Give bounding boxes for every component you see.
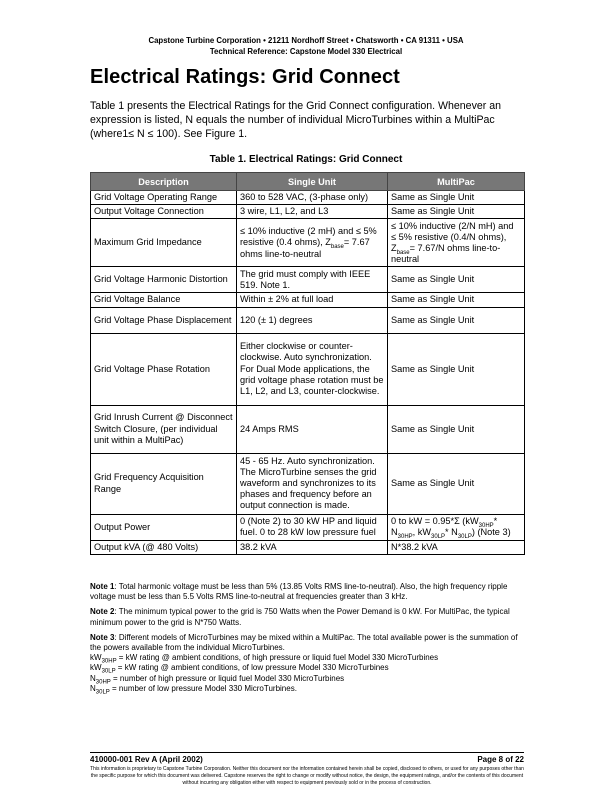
intro-paragraph: Table 1 presents the Electrical Ratings for the Grid Connect configuration. Whenever an expression is listed, N equals the number of individual MicroTurbines within a MultiPac (where1≤ N ≤ 100). See Figure 1. <box>90 100 502 140</box>
cell-description: Grid Inrush Current @ Disconnect Switch Closure, (per individual unit within a MultiPac) <box>91 405 237 453</box>
cell-multipac: 0 to kW = 0.95*Σ ($kW_{30HP}*$ $N_{30HP}$, $kW_{30LP}*$ $N_{30LP}$) (Note 3) <box>388 514 525 540</box>
header-address: Capstone Turbine Corporation • 21211 Nordhoff Street • Chatsworth • CA 91311 • USA <box>148 36 464 45</box>
cell-description: Grid Voltage Operating Range <box>91 191 237 205</box>
cell-multipac: Same as Single Unit <box>388 205 525 219</box>
cell-single-unit: 24 Amps RMS <box>237 405 388 453</box>
table-caption: Table 1. Electrical Ratings: Grid Connect <box>209 154 403 165</box>
cell-multipac: ≤ 10% inductive (2/N mH) and ≤ 5% resistive (0.4/N ohms), $Z_{base}= 7.67/N$ ohms line-to-neutral <box>388 219 525 267</box>
cell-description: Grid Voltage Phase Displacement <box>91 307 237 333</box>
cell-single-unit: Either clockwise or counter-clockwise. Auto synchronization. For Dual Mode applications, the grid voltage phase rotation must be L1, L2, and L3, counter-clockwise. <box>237 333 388 405</box>
footer-disclaimer: This information is proprietary to Capstone Turbine Corporation. Neither this document nor the information contained herein shall be copied, disclosed to others, or used for any purposes other than the specific purpose for which this document was delivered. Capstone reserves the right to change or modify without notice, the design, the equipment ratings, and/or the contents of this document without incurring any obligation either with respect to equipment previously sold or in the process of construction. <box>90 766 524 786</box>
document-id: 410000-001 Rev A (April 2002) <box>90 755 203 764</box>
definition-n30lp: $N_{30LP}$ = number of low pressure Model 330 MicroTurbines. <box>90 683 297 696</box>
cell-multipac: Same as Single Unit <box>388 293 525 307</box>
note-2 <box>90 607 528 627</box>
definition-kw30hp: $kW_{30HP}$ = kW rating @ ambient conditions, of high pressure or liquid fuel Model 330 MicroTurbines <box>90 653 439 665</box>
note-2-text: : The minimum typical power to the grid is 750 Watts when the Power Demand is 0 kW. For MultiPac, the typical minimum power to the grid is N*750 Watts. <box>90 607 510 627</box>
cell-single-unit: The grid must comply with IEEE 519. Note 1. <box>237 267 388 293</box>
cell-description: Grid Voltage Harmonic Distortion <box>91 267 237 293</box>
table-header-row <box>91 173 525 191</box>
cell-description: Grid Voltage Phase Rotation <box>91 333 237 405</box>
cell-multipac: Same as Single Unit <box>388 333 525 405</box>
cell-description: Output Power <box>91 514 237 540</box>
footer-divider <box>90 752 524 753</box>
table-row <box>91 307 525 333</box>
note-3 <box>90 633 528 653</box>
page-header <box>0 36 612 57</box>
notes-section <box>90 582 528 694</box>
cell-single-unit: 360 to 528 VAC, (3-phase only) <box>237 191 388 205</box>
note-2-label: Note 2 <box>90 607 115 617</box>
note-1-text: : Total harmonic voltage must be less than 5% (13.85 Volts RMS line-to-neutral). Also, the high frequency ripple voltage must be less than 5.5 Volts RMS line-to-neutral at frequencies greater than 3 kHz. <box>90 582 508 602</box>
cell-multipac: Same as Single Unit <box>388 267 525 293</box>
cell-single-unit: 120 (± 1) degrees <box>237 307 388 333</box>
table-row <box>91 293 525 307</box>
note-3-text: : Different models of MicroTurbines may be mixed within a MultiPac. The total available power is the summation of the powers available from the individual MicroTurbines. <box>90 632 518 653</box>
ratings-table <box>90 172 525 555</box>
section-title: Electrical Ratings: Grid Connect <box>90 66 400 88</box>
table-row <box>91 514 525 540</box>
table-row <box>91 453 525 514</box>
header-multipac: MultiPac <box>388 173 525 191</box>
cell-description: Output kVA (@ 480 Volts) <box>91 540 237 554</box>
page-number: Page 8 of 22 <box>477 755 524 764</box>
definition-n30hp: $N_{30HP}$ = number of high pressure or liquid fuel Model 330 MicroTurbines <box>90 673 345 686</box>
cell-single-unit: 38.2 kVA <box>237 540 388 554</box>
table-row <box>91 219 525 267</box>
cell-description: Output Voltage Connection <box>91 205 237 219</box>
table-row <box>91 191 525 205</box>
note-1-label: Note 1 <box>90 582 115 591</box>
definition-kw30lp: $kW_{30LP}$ = kW rating @ ambient conditions, of low pressure Model 330 MicroTurbines <box>90 663 389 676</box>
cell-single-unit: 3 wire, L1, L2, and L3 <box>237 205 388 219</box>
cell-description: Grid Frequency Acquisition Range <box>91 453 237 514</box>
cell-multipac: N*38.2 kVA <box>388 540 525 554</box>
cell-description: Maximum Grid Impedance <box>91 219 237 267</box>
table-row <box>91 333 525 405</box>
header-single-unit: Single Unit <box>237 173 388 191</box>
table-row <box>91 405 525 453</box>
cell-multipac: Same as Single Unit <box>388 307 525 333</box>
cell-single-unit: 0 (Note 2) to 30 kW HP and liquid fuel. 0 to 28 kW low pressure fuel <box>237 514 388 540</box>
cell-description: Grid Voltage Balance <box>91 293 237 307</box>
table-row <box>91 205 525 219</box>
header-description: Description <box>91 173 237 191</box>
cell-single-unit: ≤ 10% inductive (2 mH) and ≤ 5% resistive (0.4 ohms), $Z_{base}= 7.67$ ohms line-to-neutral <box>237 219 388 267</box>
cell-multipac: Same as Single Unit <box>388 453 525 514</box>
table-row <box>91 267 525 293</box>
cell-multipac: Same as Single Unit <box>388 405 525 453</box>
table-row <box>91 540 525 554</box>
note-1 <box>90 582 528 602</box>
cell-multipac: Same as Single Unit <box>388 191 525 205</box>
header-reference: Technical Reference: Capstone Model 330 Electrical <box>209 46 403 56</box>
cell-single-unit: Within ± 2% at full load <box>237 293 388 307</box>
note-3-label: Note 3 <box>90 632 115 642</box>
cell-single-unit: 45 - 65 Hz. Auto synchronization. The MicroTurbine senses the grid waveform and synchronizes to its phases and frequency before an output connection is made. <box>237 453 388 514</box>
